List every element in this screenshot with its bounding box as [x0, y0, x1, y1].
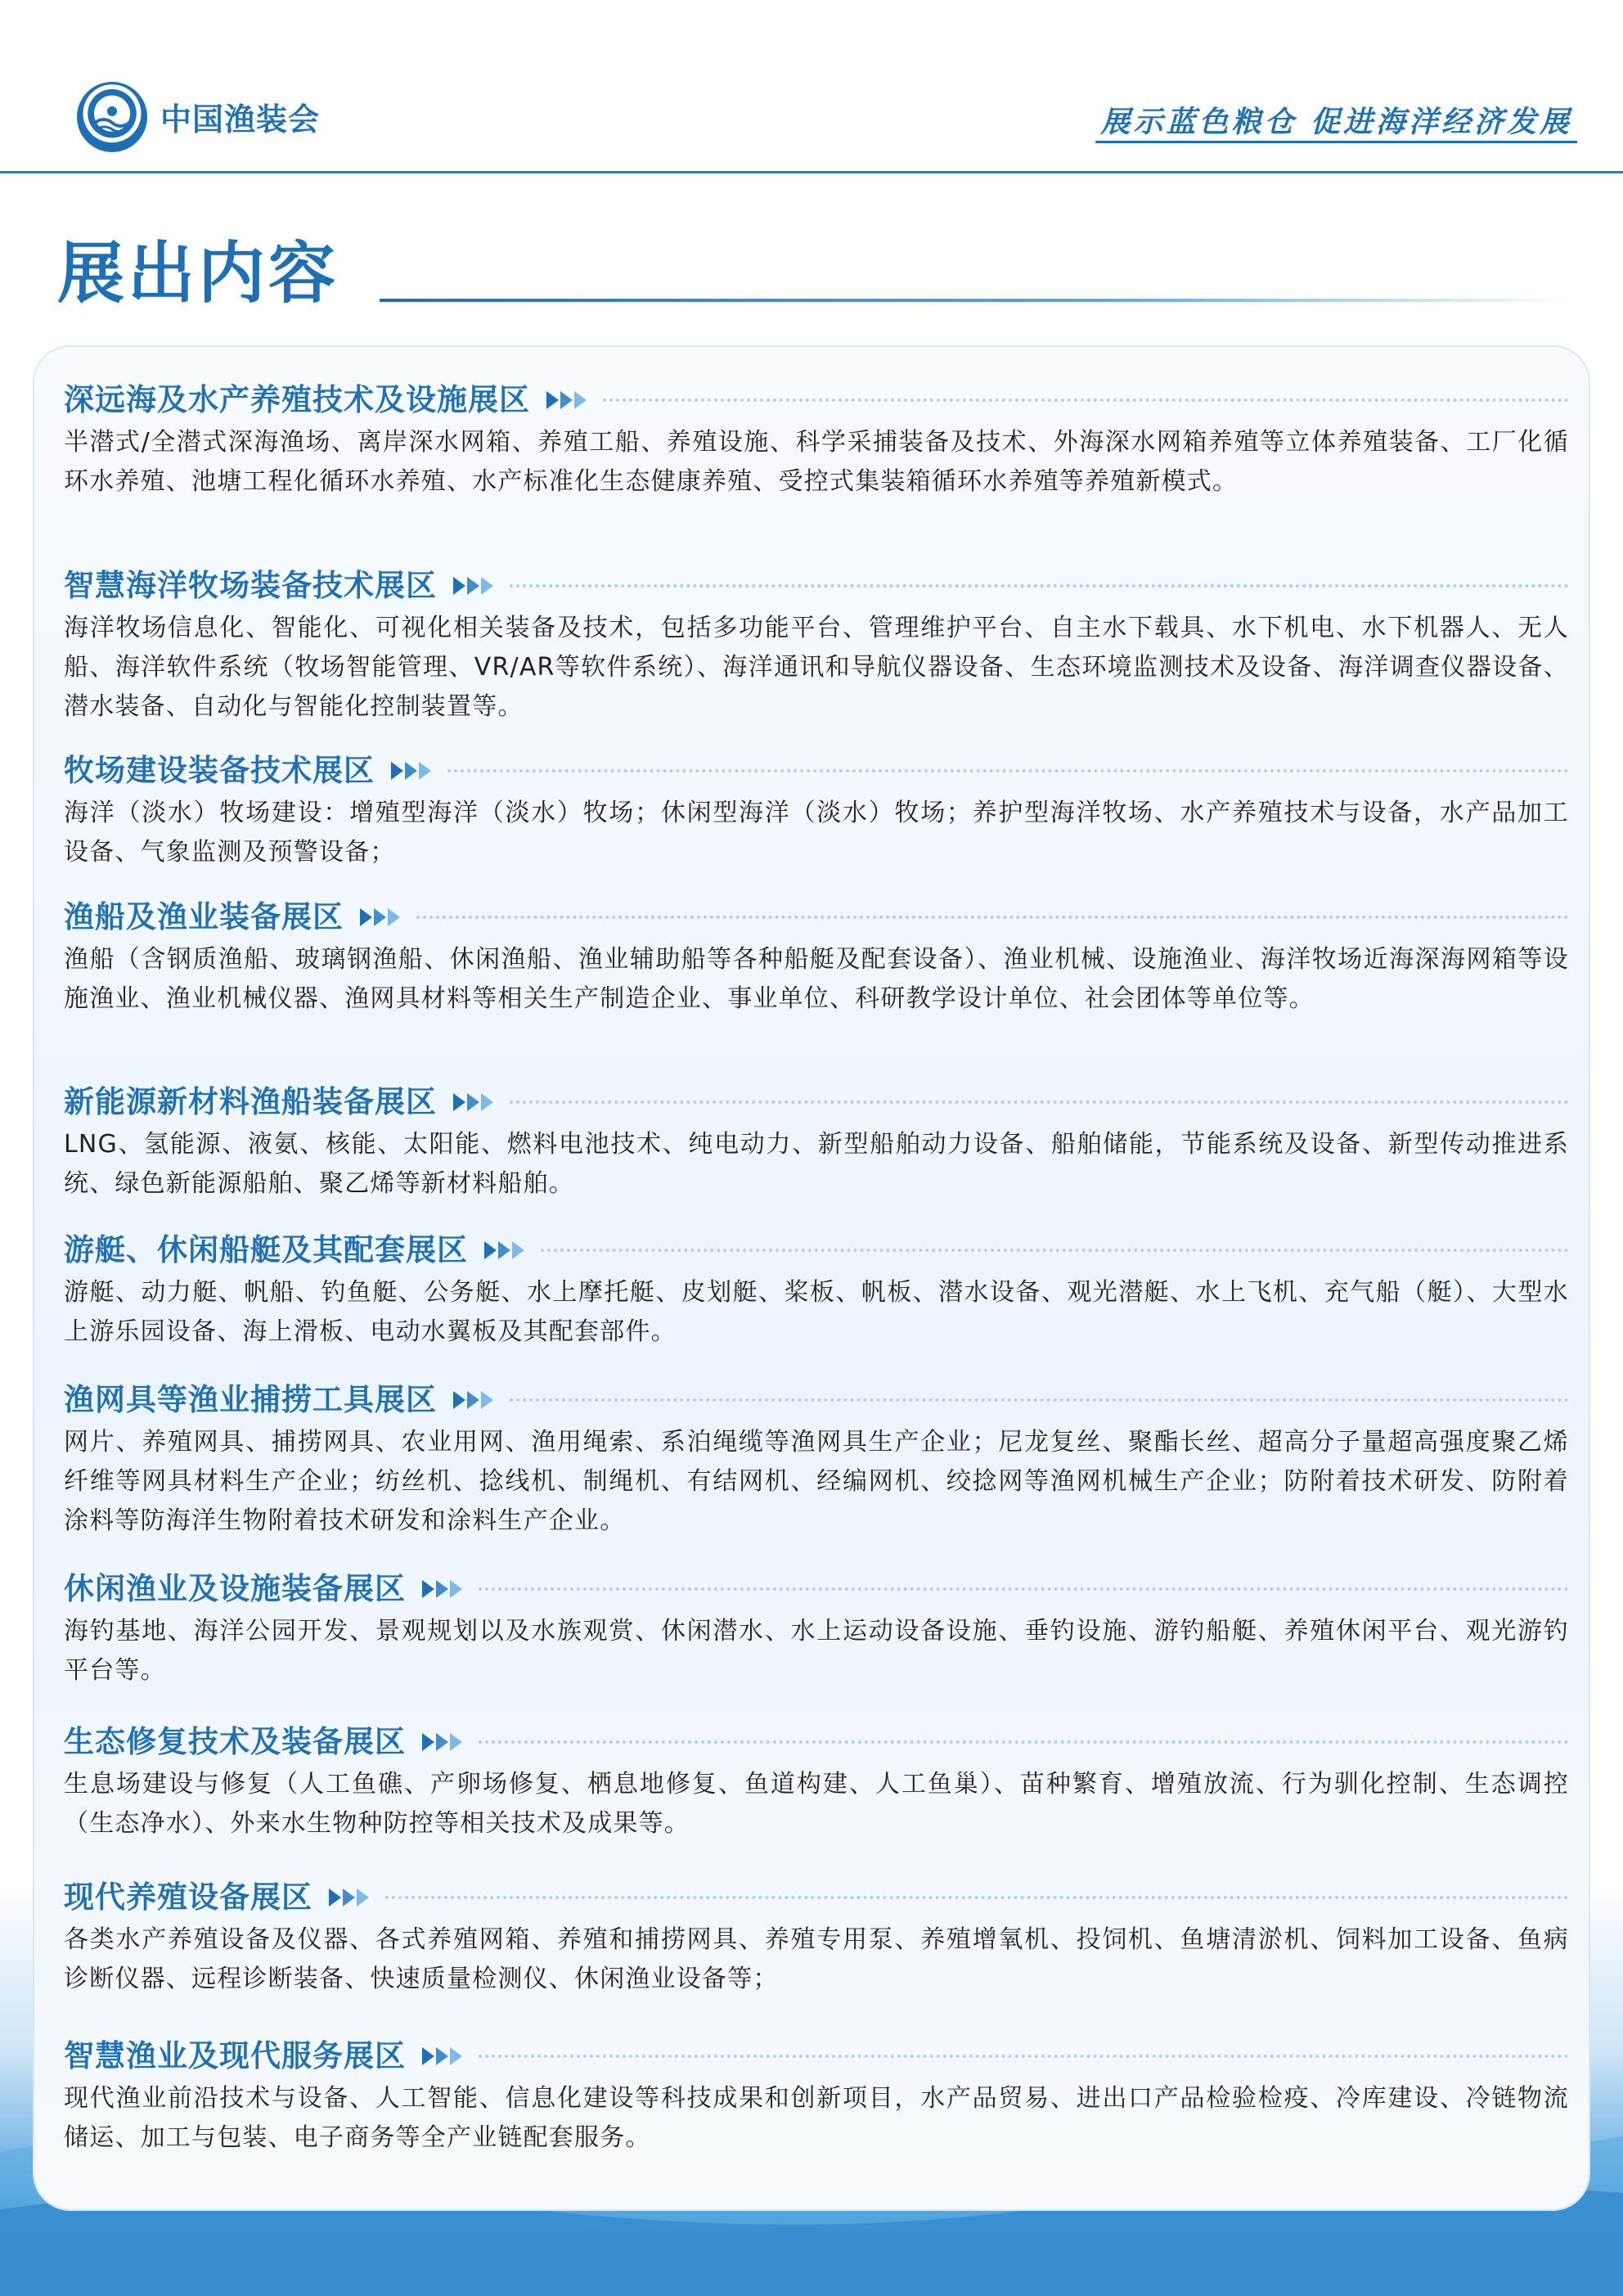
section-body: 生息场建设与修复（人工鱼礁、产卵场修复、栖息地修复、鱼道构建、人工鱼巢）、苗种繁育、增殖放流、行为驯化控制、生态调控（生态净水）、外来水生物种防控等相关技术及成果等。 — [64, 1770, 1569, 1838]
section-header — [64, 1081, 1569, 1123]
dotted-divider — [541, 1249, 1569, 1252]
section-header — [64, 1379, 1569, 1421]
section-ranch-construction — [64, 750, 1569, 872]
section-smart-fishery-services — [64, 2035, 1569, 2158]
section-fishing-vessels — [64, 896, 1569, 1019]
dotted-divider — [510, 1101, 1569, 1104]
section-title: 渔船及渔业装备展区 — [64, 899, 344, 934]
section-header — [64, 565, 1569, 607]
section-body: 海钓基地、海洋公园开发、景观规划以及水族观赏、休闲潜水、水上运动设备设施、垂钓设施、游钓船艇、养殖休闲平台、观光游钓平台等。 — [64, 1617, 1569, 1685]
triple-arrow-icon — [329, 1889, 371, 1907]
title-underline — [380, 299, 1574, 302]
section-header — [64, 1721, 1569, 1763]
org-name: 中国渔装会 — [160, 101, 321, 137]
section-title: 休闲渔业及设施装备展区 — [64, 1571, 406, 1606]
triple-arrow-icon — [453, 577, 495, 595]
section-title: 智慧渔业及现代服务展区 — [64, 2038, 406, 2073]
section-body: 海洋（淡水）牧场建设：增殖型海洋（淡水）牧场；休闲型海洋（淡水）牧场；养护型海洋牧场、水产养殖技术与设备，水产品加工设备、气象监测及预警设备； — [64, 799, 1569, 867]
dotted-divider — [416, 916, 1569, 919]
dotted-divider — [385, 1896, 1569, 1899]
section-body: 半潜式/全潜式深海渔场、离岸深水网箱、养殖工船、养殖设施、科学采捕装备及技术、外海深水网箱养殖等立体养殖装备、工厂化循环水养殖、池塘工程化循环水养殖、水产标准化生态健康养殖、受控式集装箱循环水养殖等养殖新模式。 — [64, 428, 1569, 496]
triple-arrow-icon — [422, 1733, 464, 1751]
dotted-divider — [447, 769, 1569, 772]
triple-arrow-icon — [360, 908, 402, 926]
section-title: 游艇、休闲船艇及其配套展区 — [64, 1232, 468, 1267]
section-modern-aquaculture — [64, 1876, 1569, 1999]
section-header — [64, 379, 1569, 421]
section-header — [64, 750, 1569, 792]
section-header — [64, 2035, 1569, 2078]
section-body: 游艇、动力艇、帆船、钓鱼艇、公务艇、水上摩托艇、皮划艇、桨板、帆板、潜水设备、观光潜艇、水上飞机、充气船（艇）、大型水上游乐园设备、海上滑板、电动水翼板及其配套部件。 — [64, 1278, 1569, 1346]
section-title: 现代养殖设备展区 — [64, 1880, 312, 1915]
section-new-energy-vessels — [64, 1081, 1569, 1204]
triple-arrow-icon — [453, 1093, 495, 1111]
section-body: 现代渔业前沿技术与设备、人工智能、信息化建设等科技成果和创新项目，水产品贸易、进出口产品检验检疫、冷库建设、冷链物流储运、加工与包装、电子商务等全产业链配套服务。 — [64, 2084, 1569, 2152]
org-logo-icon — [77, 82, 147, 152]
triple-arrow-icon — [391, 762, 433, 780]
section-title: 新能源新材料渔船装备展区 — [64, 1084, 437, 1119]
page-title: 展出内容 — [57, 235, 339, 313]
section-title: 深远海及水产养殖技术及设施展区 — [64, 382, 530, 417]
section-header — [64, 1568, 1569, 1610]
dotted-divider — [479, 1587, 1569, 1591]
triple-arrow-icon — [422, 2047, 464, 2065]
triple-arrow-icon — [422, 1580, 464, 1598]
section-title: 智慧海洋牧场装备技术展区 — [64, 568, 437, 603]
section-title: 渔网具等渔业捕捞工具展区 — [64, 1382, 437, 1417]
page-header — [0, 0, 1623, 173]
section-header — [64, 1229, 1569, 1272]
triple-arrow-icon — [546, 391, 588, 409]
section-body: 海洋牧场信息化、智能化、可视化相关装备及技术，包括多功能平台、管理维护平台、自主水下载具、水下机电、水下机器人、无人船、海洋软件系统（牧场智能管理、VR/AR等软件系统）、海洋通讯和导航仪器设备、生态环境监测技术及设备、海洋调查仪器设备、潜水装备、自动化与智能化控制装置等。 — [64, 614, 1569, 721]
section-header — [64, 1876, 1569, 1919]
section-title: 生态修复技术及装备展区 — [64, 1724, 406, 1759]
section-leisure-fishery — [64, 1568, 1569, 1690]
section-deep-sea-aquaculture — [64, 379, 1569, 502]
section-body: LNG、氢能源、液氨、核能、太阳能、燃料电池技术、纯电动力、新型船舶动力设备、船舶储能，节能系统及设备、新型传动推进系统、绿色新能源船舶、聚乙烯等新材料船舶。 — [64, 1130, 1569, 1198]
section-smart-marine-ranch — [64, 565, 1569, 727]
dotted-divider — [479, 1740, 1569, 1744]
dotted-divider — [603, 398, 1569, 402]
dotted-divider — [510, 1398, 1569, 1402]
section-body: 网片、养殖网具、捕捞网具、农业用网、渔用绳索、系泊绳缆等渔网具生产企业；尼龙复丝、聚酯长丝、超高分子量超高强度聚乙烯纤维等网具材料生产企业；纺丝机、捻线机、制绳机、有结网机、经编网机、绞捻网等渔网机械生产企业；防附着技术研发、防附着涂料等防海洋生物附着技术研发和涂料生产企业。 — [64, 1428, 1569, 1535]
triple-arrow-icon — [484, 1241, 526, 1259]
section-yachts — [64, 1229, 1569, 1352]
dotted-divider — [510, 584, 1569, 588]
dotted-divider — [479, 2055, 1569, 2058]
section-body: 渔船（含钢质渔船、玻璃钢渔船、休闲渔船、渔业辅助船等各种船艇及配套设备）、渔业机械、设施渔业、海洋牧场近海深海网箱等设施渔业、渔业机械仪器、渔网具材料等相关生产制造企业、事业单位、科研教学设计单位、社会团体等单位等。 — [64, 945, 1569, 1013]
section-title: 牧场建设装备技术展区 — [64, 753, 375, 788]
section-fishing-nets — [64, 1379, 1569, 1541]
section-body: 各类水产养殖设备及仪器、各式养殖网箱、养殖和捕捞网具、养殖专用泵、养殖增氧机、投饲机、鱼塘清淤机、饲料加工设备、鱼病诊断仪器、远程诊断装备、快速质量检测仪、休闲渔业设备等； — [64, 1925, 1569, 1993]
slogan: 展示蓝色粮仓 促进海洋经济发展 — [1095, 105, 1577, 143]
section-ecological-restoration — [64, 1721, 1569, 1844]
section-header — [64, 896, 1569, 939]
header-divider — [0, 171, 1623, 173]
triple-arrow-icon — [453, 1391, 495, 1409]
